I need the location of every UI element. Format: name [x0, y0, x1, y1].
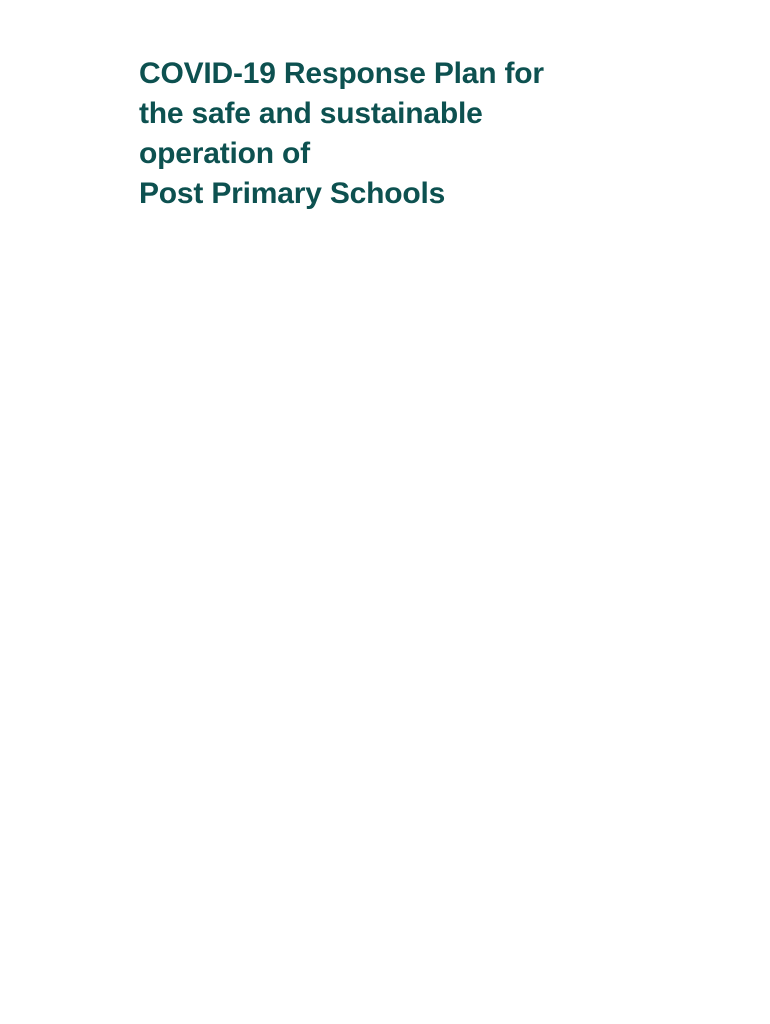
document-title-block [139, 54, 699, 214]
title-line-3: operation of [139, 137, 310, 170]
page-title [139, 54, 699, 214]
title-line-2: the safe and sustainable [139, 97, 483, 130]
title-line-4: Post Primary Schools [139, 177, 446, 210]
title-line-1: COVID-19 Response Plan for [139, 57, 544, 90]
